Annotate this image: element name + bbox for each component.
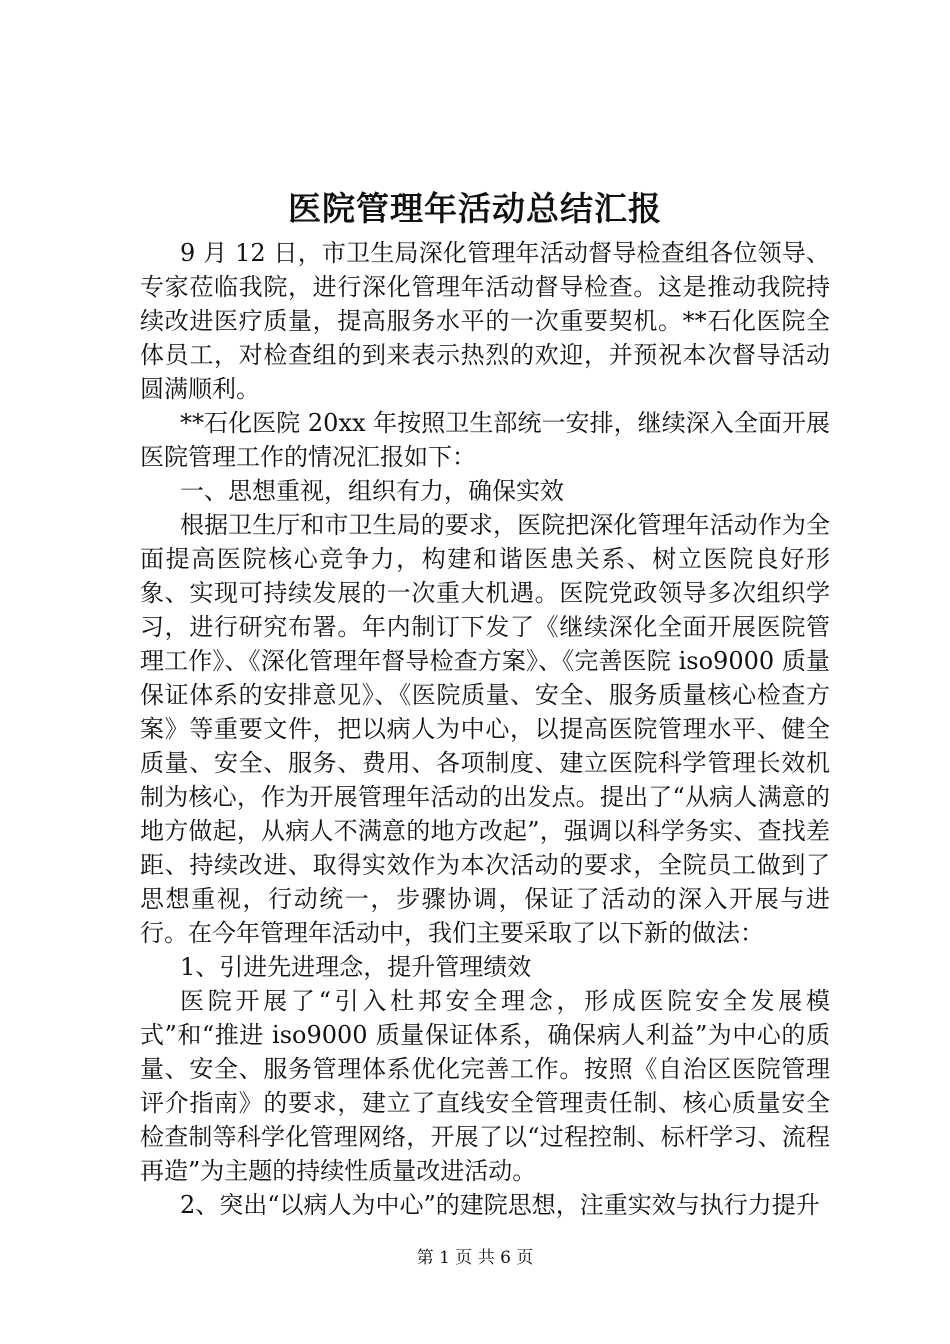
paragraph: 医院开展了“引入杜邦安全理念，形成医院安全发展模式”和“推进 iso9000 质量保证体系，确保病人利益”为中心的质量、安全、服务管理体系优化完善工作。按照《自治区医院管理评介指南》的要求，建立了直线安全管理责任制、核心质量安全检查制等科学化管理网络，开展了以“过程控制、标杆学习、流程再造”为主题的持续性质量改进活动。	[140, 987, 830, 1185]
paragraph: **石化医院 20xx 年按照卫生部统一安排，继续深入全面开展医院管理工作的情况汇报如下：	[140, 409, 830, 471]
section-heading: 一、思想重视，组织有力，确保实效	[180, 477, 564, 505]
subsection-heading: 2、突出“以病人为中心”的建院思想，注重实效与执行力提升	[180, 1191, 820, 1219]
paragraph: 根据卫生厅和市卫生局的要求，医院把深化管理年活动作为全面提高医院核心竞争力，构建和谐医患关系、树立医院良好形象、实现可持续发展的一次重大机遇。医院党政领导多次组织学习，进行研究布署。年内制订下发了《继续深化全面开展医院管理工作》、《深化管理年督导检查方案》、《完善医院 iso9000 质量保证体系的安排意见》、《医院质量、安全、服务质量核心检查方案》等重要文件，把以病人为中心，以提高医院管理水平、健全质量、安全、服务、费用、各项制度、建立医院科学管理长效机制为核心，作为开展管理年活动的出发点。提出了“从病人满意的地方做起，从病人不满意的地方改起”，强调以科学务实、查找差距、持续改进、取得实效作为本次活动的要求，全院员工做到了思想重视，行动统一，步骤协调，保证了活动的深入开展与进行。在今年管理年活动中，我们主要采取了以下新的做法：	[140, 511, 830, 947]
subsection-heading: 1、引进先进理念，提升管理绩效	[180, 953, 532, 981]
paragraph: 9 月 12 日，市卫生局深化管理年活动督导检查组各位领导、专家莅临我院，进行深化管理年活动督导检查。这是推动我院持续改进医疗质量，提高服务水平的一次重要契机。**石化医院全体员工，对检查组的到来表示热烈的欢迎，并预祝本次督导活动圆满顺利。	[140, 239, 830, 403]
document-title: 医院管理年活动总结汇报	[288, 189, 662, 228]
document-body	[140, 236, 830, 1222]
page-number: 第 1 页 共 6 页	[416, 1248, 534, 1268]
